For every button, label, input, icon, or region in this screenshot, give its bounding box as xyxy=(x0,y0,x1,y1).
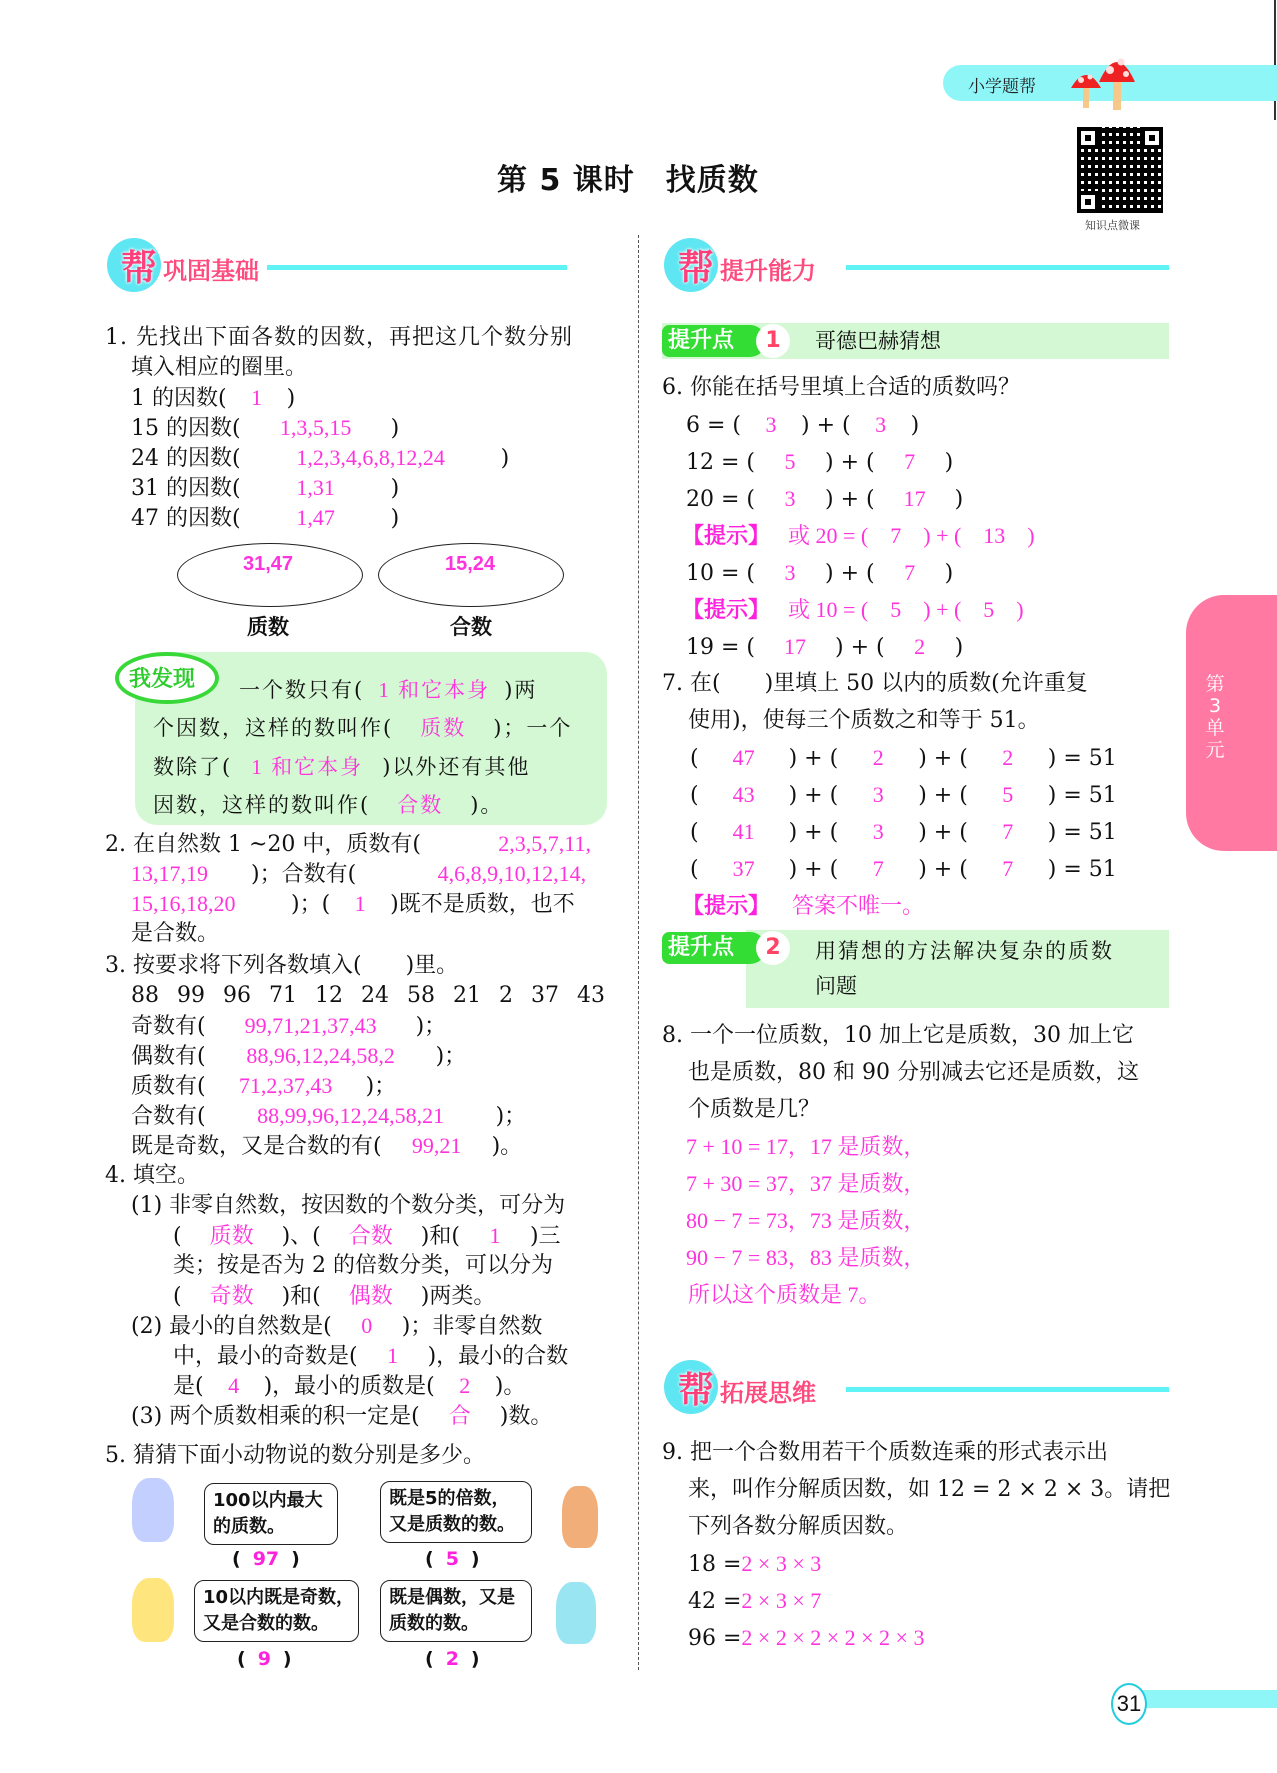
guess-answer: ( 9 ) xyxy=(237,1648,292,1670)
speech-bubble: 既是偶数，又是 质数的数。 xyxy=(380,1580,532,1642)
section-extend-header: 帮 拓展思维 xyxy=(664,1360,1169,1420)
q1-prompt-1: 1. 先找出下面各数的因数，再把这几个数分别 xyxy=(105,325,573,350)
q6-row: 12 = ( 5 ) + ( 7 ) xyxy=(686,449,954,475)
q7-row: ( 47 ) + ( 2 ) + ( 2 ) = 51 xyxy=(690,745,1117,771)
page-edge-line xyxy=(1274,0,1276,120)
boost-title: 用猜想的方法解决复杂的质数 xyxy=(815,939,1114,963)
q8-prompt: 8. 一个一位质数，10 加上它是质数，30 加上它 xyxy=(662,1023,1134,1048)
q4-line: 是( 4 )，最小的质数是( 2 )。 xyxy=(173,1373,526,1399)
q1-row: 47 的因数( 1,47 ) xyxy=(131,505,400,531)
q1-row: 1 的因数( 1 ) xyxy=(131,385,296,411)
q9-prompt: 下列各数分解质因数。 xyxy=(688,1514,909,1539)
q7-hint: 【提示】 答案不唯一。 xyxy=(682,893,925,919)
q6-row: 6 = ( 3 ) + ( 3 ) xyxy=(686,412,920,438)
q7-row: ( 41 ) + ( 3 ) + ( 7 ) = 51 xyxy=(690,819,1117,845)
q9-prompt: 9. 把一个合数用若干个质数连乘的形式表示出 xyxy=(662,1440,1108,1465)
brand-name: 小学题帮 xyxy=(968,77,1036,97)
q3-row: 奇数有( 99,71,21,37,43 )； xyxy=(131,1013,447,1039)
q3-row: 偶数有( 88,96,12,24,58,2 )； xyxy=(131,1043,467,1069)
q8-answer: 90 − 7 = 83，83 是质数， xyxy=(686,1245,926,1270)
qr-code-icon[interactable] xyxy=(1077,127,1163,213)
q9-row: 42 =2 × 3 × 7 xyxy=(688,1588,822,1614)
q1-row: 31 的因数( 1,31 ) xyxy=(131,475,400,501)
mouse-icon xyxy=(556,1582,596,1644)
boost-number: 1 xyxy=(756,324,790,358)
q7-prompt-2: 使用)，使每三个质数之和等于 51。 xyxy=(688,708,1040,733)
q1-row: 24 的因数( 1,2,3,4,6,8,12,24 ) xyxy=(131,445,510,471)
q9-row: 18 =2 × 3 × 3 xyxy=(688,1551,822,1577)
cat-icon xyxy=(132,1578,174,1642)
q8-answer: 7 + 30 = 37，37 是质数， xyxy=(686,1171,926,1196)
q8-prompt: 个质数是几？ xyxy=(688,1097,821,1122)
q7-prompt-1: 7. 在( )里填上 50 以内的质数(允许重复 xyxy=(662,671,1088,696)
q2-line: 是合数。 xyxy=(131,921,220,946)
q4-prompt: 4. 填空。 xyxy=(105,1163,199,1188)
answer: 1,47 xyxy=(296,505,335,530)
speech-bubble: 100以内最大 的质数。 xyxy=(204,1483,338,1545)
q4-line: 类；按是否为 2 的倍数分类，可以分为 xyxy=(173,1253,553,1278)
column-divider xyxy=(638,235,639,1670)
answer: 1 xyxy=(251,385,263,410)
q4-line: (3) 两个质数相乘的积一定是( 合 )数。 xyxy=(131,1403,553,1429)
q8-answer: 所以这个质数是 7。 xyxy=(688,1282,881,1307)
q2-line: 15,16,18,20 )；( 1 )既不是质数，也不 xyxy=(131,891,575,917)
q6-prompt: 6. 你能在括号里填上合适的质数吗？ xyxy=(662,375,1020,400)
q7-row: ( 43 ) + ( 3 ) + ( 5 ) = 51 xyxy=(690,782,1117,808)
q1-prompt-2: 填入相应的圈里。 xyxy=(131,355,308,380)
q5-prompt: 5. 猜猜下面小动物说的数分别是多少。 xyxy=(105,1443,485,1468)
qr-caption: 知识点微课 xyxy=(1085,219,1140,232)
guess-answer: ( 97 ) xyxy=(232,1548,300,1570)
section-rule xyxy=(846,265,1169,270)
speech-bubble: 既是5的倍数， 又是质数的数。 xyxy=(380,1481,532,1543)
speech-bubble: 10以内既是奇数， 又是合数的数。 xyxy=(194,1580,359,1642)
q6-hint: 【提示】 或 20 = ( 7 ) + ( 13 ) xyxy=(682,523,1035,549)
q6-row: 19 = ( 17 ) + ( 2 ) xyxy=(686,634,964,660)
q3-prompt: 3. 按要求将下列各数填入( )里。 xyxy=(105,953,459,978)
q2-line: 13,17,19 )；合数有( 4,6,8,9,10,12,14, xyxy=(131,861,587,887)
q3-row: 既是奇数，又是合数的有( 99,21 )。 xyxy=(131,1133,523,1159)
q6-hint: 【提示】 或 10 = ( 5 ) + ( 5 ) xyxy=(682,597,1024,623)
boost-title: 哥德巴赫猜想 xyxy=(815,329,941,353)
page-number: 31 xyxy=(1111,1683,1147,1725)
rabbit-icon xyxy=(132,1478,174,1542)
guess-answer: ( 5 ) xyxy=(425,1548,480,1570)
q3-numbers: 88 99 96 71 12 24 58 21 2 37 43 xyxy=(131,983,605,1008)
section-improve-header: 帮 提升能力 xyxy=(664,238,1169,298)
section-rule xyxy=(267,265,567,270)
q4-line: (2) 最小的自然数是( 0 )；非零自然数 xyxy=(131,1313,543,1339)
q6-row: 20 = ( 3 ) + ( 17 ) xyxy=(686,486,964,512)
boost-badge: 提升点 xyxy=(662,932,766,964)
boost-title: 问题 xyxy=(815,974,857,998)
q4-line: 中，最小的奇数是( 1 )，最小的合数 xyxy=(173,1343,569,1369)
guess-answer: ( 2 ) xyxy=(425,1648,480,1670)
page-number-bar xyxy=(1140,1690,1277,1708)
q4-line: (1) 非零自然数，按因数的个数分类，可分为 xyxy=(131,1193,566,1218)
q8-prompt: 也是质数，80 和 90 分别减去它还是质数，这 xyxy=(688,1060,1139,1085)
dog-icon xyxy=(562,1486,598,1548)
discover-box: 一个数只有( 1 和它本身 )两 个因数，这样的数叫作( 质数 )；一个 数除了( 1 和它本身 )以外还有其他 因数，这样的数叫作( 合数 )。 xyxy=(135,652,607,825)
oval-label-composite: 合数 xyxy=(450,615,492,639)
section-basic-header: 帮 巩固基础 xyxy=(107,238,612,298)
q6-row: 10 = ( 3 ) + ( 7 ) xyxy=(686,560,954,586)
boost-badge: 提升点 xyxy=(662,325,766,357)
q7-row: ( 37 ) + ( 7 ) + ( 7 ) = 51 xyxy=(690,856,1117,882)
answer: 1,3,5,15 xyxy=(279,415,352,440)
q2-line: 2. 在自然数 1 ~20 中，质数有( 2,3,5,7,11, xyxy=(105,831,591,857)
answer: 1,2,3,4,6,8,12,24 xyxy=(296,445,445,470)
unit-side-tab[interactable]: 第3单元 xyxy=(1186,595,1277,851)
answer: 1,31 xyxy=(296,475,335,500)
q9-prompt: 来，叫作分解质因数，如 12 = 2 × 2 × 3。请把 xyxy=(688,1477,1171,1502)
section-rule xyxy=(846,1387,1169,1392)
page-title: 第 5 课时 找质数 xyxy=(497,163,759,198)
q4-line: ( 质数 )、( 合数 )和( 1 )三 xyxy=(173,1223,561,1249)
discover-tag: 我发现 xyxy=(115,652,219,704)
q9-row: 96 =2 × 2 × 2 × 2 × 2 × 3 xyxy=(688,1625,925,1651)
q8-answer: 7 + 10 = 17，17 是质数， xyxy=(686,1134,926,1159)
oval-label-prime: 质数 xyxy=(247,615,289,639)
q3-row: 质数有( 71,2,37,43 )； xyxy=(131,1073,397,1099)
boost-number: 2 xyxy=(756,931,790,965)
q4-line: ( 奇数 )和( 偶数 )两类。 xyxy=(173,1283,496,1309)
q3-row: 合数有( 88,99,96,12,24,58,21 )； xyxy=(131,1103,527,1129)
q8-answer: 80 − 7 = 73，73 是质数， xyxy=(686,1208,926,1233)
mushroom-icon xyxy=(1063,50,1143,112)
q1-row: 15 的因数( 1,3,5,15 ) xyxy=(131,415,400,441)
